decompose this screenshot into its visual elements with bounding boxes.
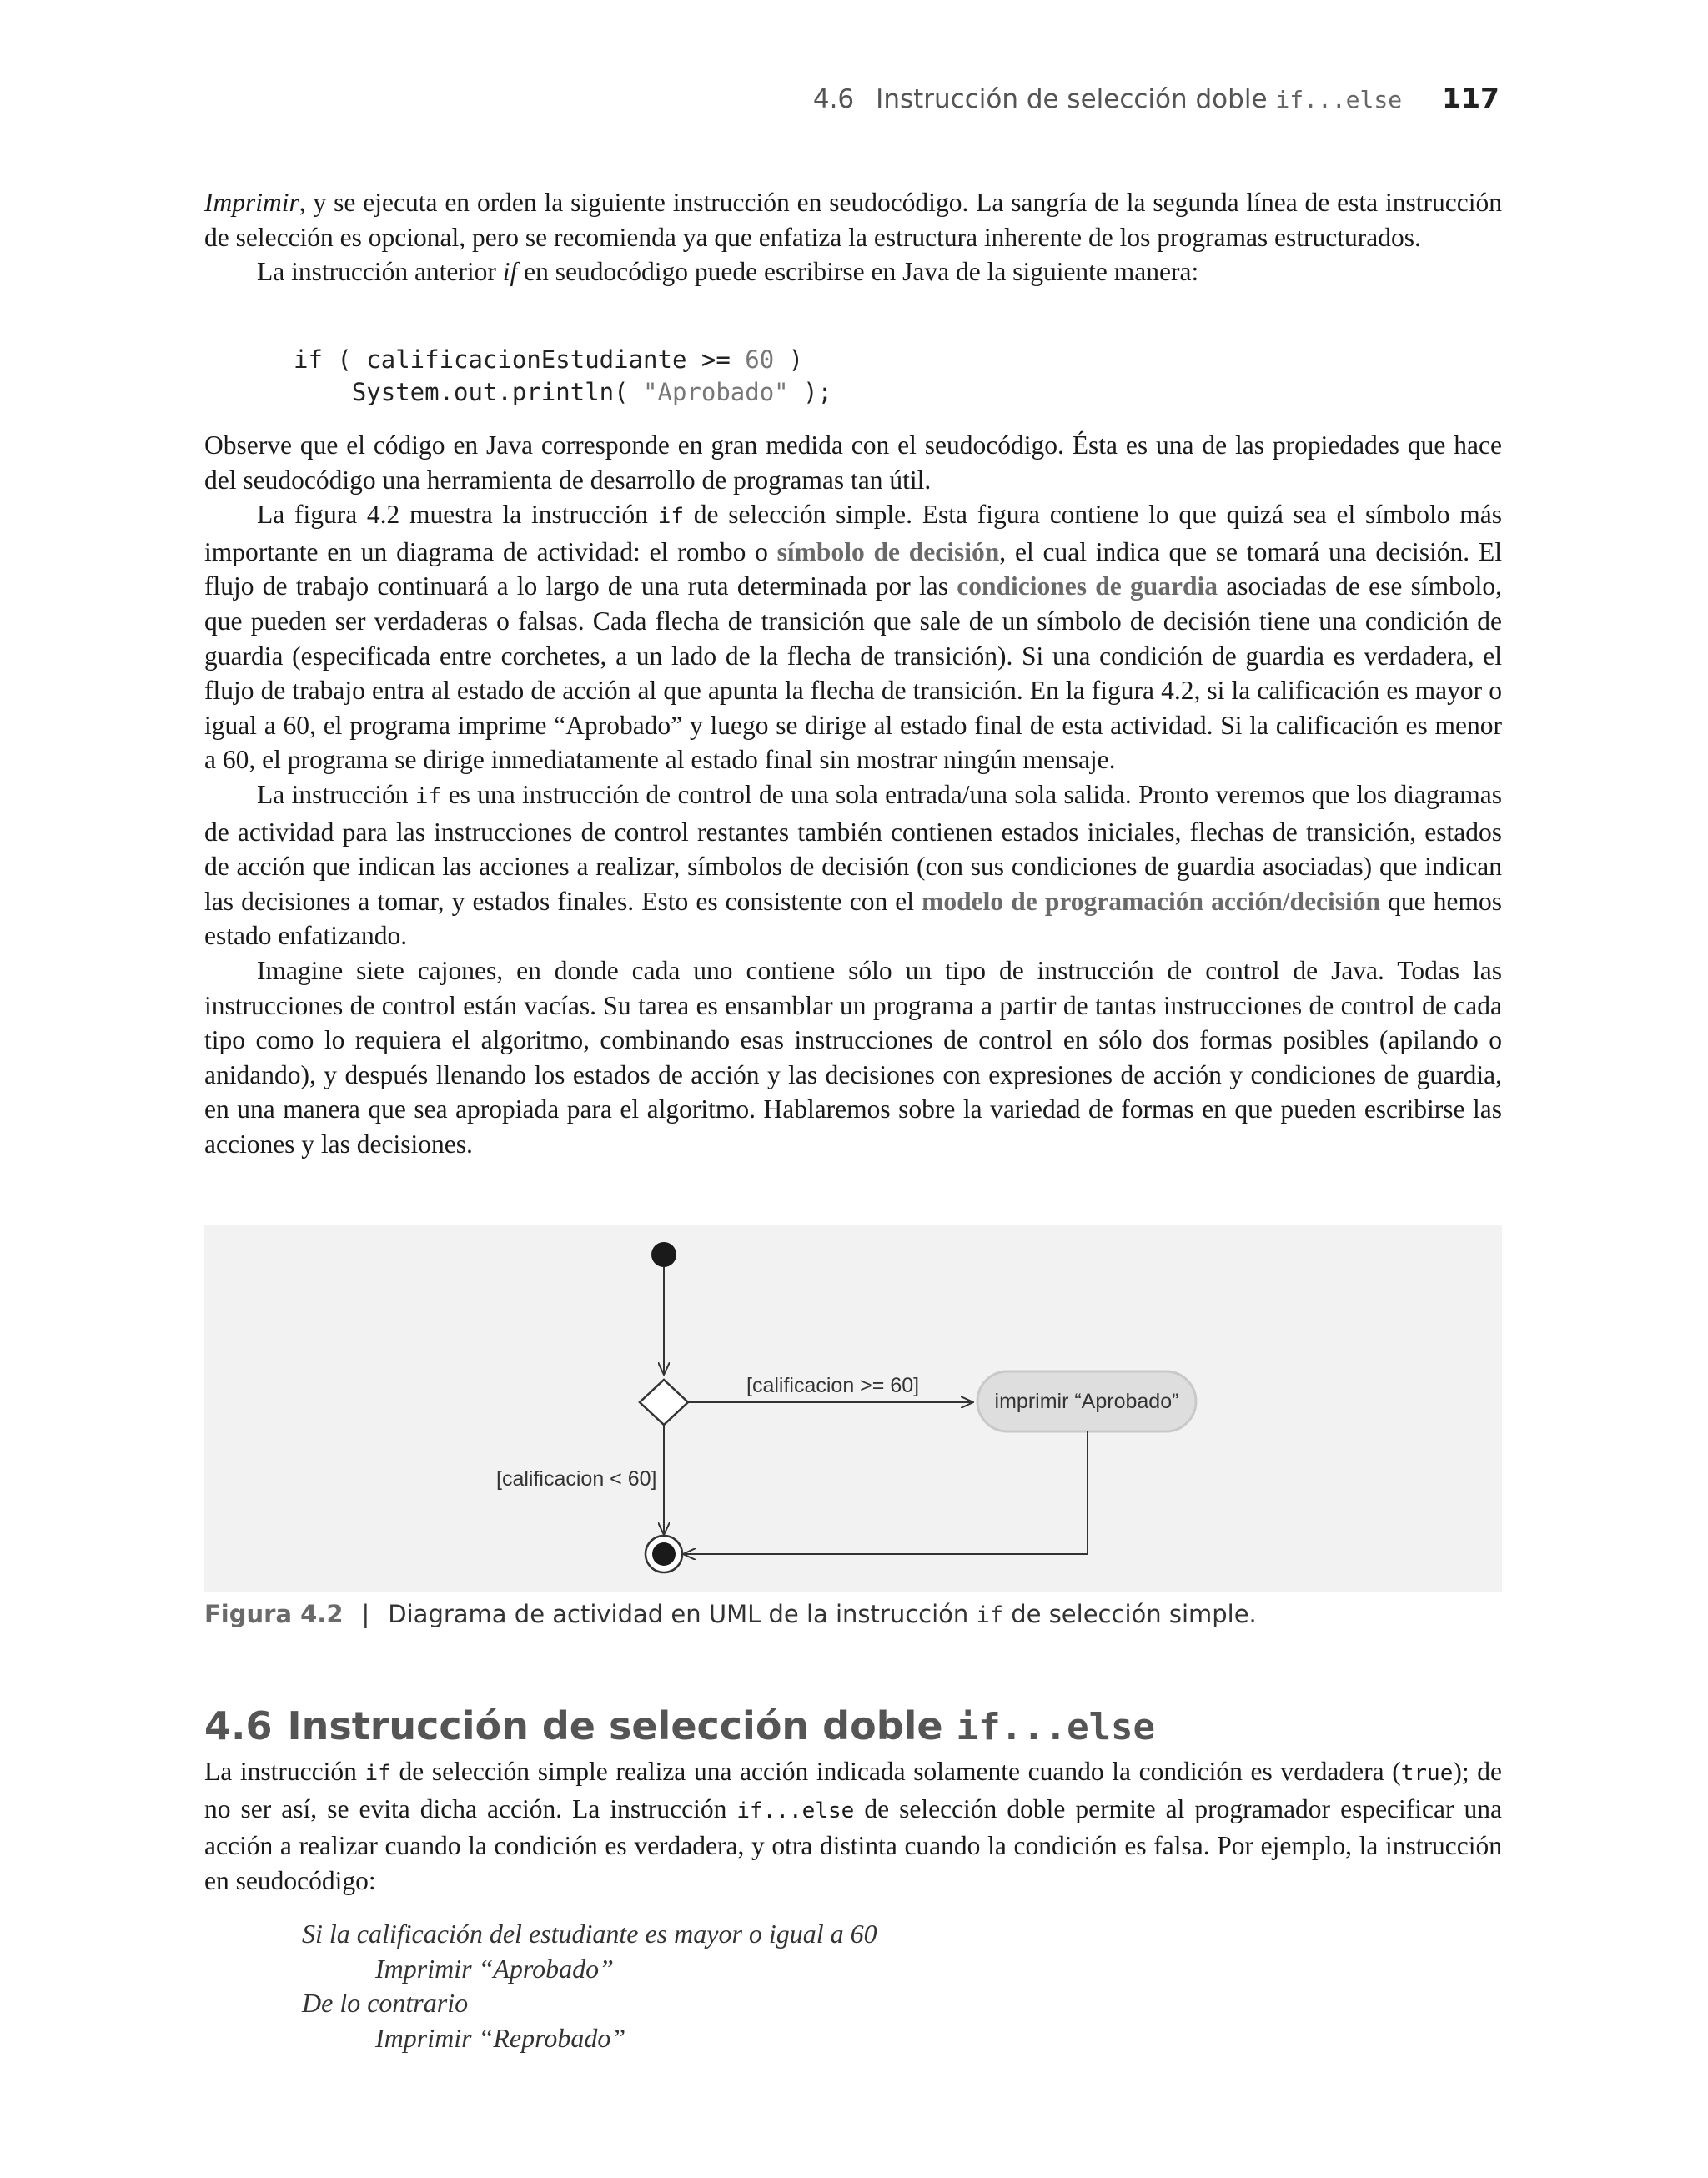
pseudocode-block [302,1917,877,2055]
caption-separator: | [361,1600,370,1628]
pseudo-line: De lo contrario [302,1988,469,2018]
page-number: 117 [1442,82,1500,114]
final-state [652,1542,676,1566]
decision-symbol [640,1380,688,1425]
paragraph-observe: Observe que el código en Java corresponde en gran medida con el seudocódigo. Ésta es una de las propiedades que hace del seudocódigo una herramienta de desarrollo de programas tan útil. [204,430,1502,495]
term-guard-conditions: condiciones de guardia [957,571,1218,601]
pseudo-line: Si la calificación del estudiante es mayor o igual a 60 [302,1919,877,1949]
main-text [204,428,1502,1161]
paragraph-if-else: La instrucción if de selección simple realiza una acción indicada solamente cuando la condición es verdadera (true); de no ser así, se evita dicha acción. La instrucción if...else de selección doble permite al programador especificar una acción a realizar cuando la condición es verdadera, y otra distinta cuando la condición es falsa. Por ejemplo, la instrucción en seudocódigo: [204,1757,1503,1895]
guard-true-label: [calificacion >= 60] [746,1374,920,1397]
code-block: if ( calificacionEstudiante >= 60 ) System.out.println( "Aprobado" ); [294,345,833,406]
running-header [813,82,1500,114]
pseudo-line: Imprimir “Reprobado” [375,2022,626,2053]
paragraph-intro: Imprimir, y se ejecuta en orden la siguiente instrucción en seudocódigo. La sangría de la segunda línea de esta instrucción de selección es opcional, pero se recomienda ya que enfatiza la estructura inherente de los programas estructurados. La instrucción anterior if en seudocódigo puede escribirse en Java de la siguiente manera: [204,185,1502,289]
caption-label: Figura 4.2 [204,1600,344,1628]
paragraph-drawers: Imagine siete cajones, en donde cada uno contiene sólo un tipo de instrucción de control de Java. Todas las instrucciones de control están vacías. Su tarea es ensamblar un programa a partir de tantas instrucciones de control de cada tipo como lo requiera el algoritmo, combinando esas instrucciones de control en sólo dos formas posibles (apilando o anidando), y después llenando los estados de acción y las decisiones con expresiones de acción y condiciones de guardia, en una manera que sea apropiada para el algoritmo. Hablaremos sobre la variedad de formas en que pueden escribirse las acciones y las decisiones. [204,955,1502,1159]
initial-state [651,1242,676,1267]
section-code: if...else [956,1706,1156,1748]
figure-caption: Figura 4.2 | Diagrama de actividad en UML de la instrucción if de selección simple. [204,1600,1257,1628]
paragraph-single-entry: La instrucción if es una instrucción de control de una sola entrada/una sola salida. Pronto veremos que los diagramas de actividad para las instrucciones de control restantes también contienen estados iniciales, flechas de transición, estados de acción que indican las acciones a realizar, símbolos de decisión (con sus condiciones de guardia asociadas) que indican las decisiones a tomar, y estados finales. Esto es consistente con el modelo de programación acción/decisión que hemos estado enfatizando. [204,779,1502,951]
section-title: Instrucción de selección doble [287,1703,957,1748]
header-section-title: Instrucción de selección doble [876,84,1268,114]
term-action-decision-model: modelo de programación acción/decisión [922,886,1381,916]
header-section-number: 4.6 [812,84,855,114]
italic-term: Imprimir [204,188,299,217]
guard-false-label: [calificacion < 60] [496,1467,657,1491]
header-section-code: if...else [1275,86,1403,113]
figure-activity-diagram [204,1225,1502,1592]
section-heading [204,1703,1155,1748]
pseudo-line: Imprimir “Aprobado” [375,1953,614,1984]
activity-diagram-svg [204,1225,1502,1592]
action-state-label: imprimir “Aprobado” [994,1390,1179,1413]
paragraph-if-java: La instrucción anterior if en seudocódigo puede escribirse en Java de la siguiente manera: [257,257,1199,287]
paragraph-figure-explanation: La figura 4.2 muestra la instrucción if de selección simple. Esta figura contiene lo que quizá sea el símbolo más importante en un diagrama de actividad: el rombo o símbolo de decisión, el cual indica que se tomará una decisión. El flujo de trabajo continuará a lo largo de una ruta determinada por las condiciones de guardia asociadas de ese símbolo, que pueden ser verdaderas o falsas. Cada flecha de transición que sale de un símbolo de decisión tiene una condición de guardia (especificada entre corchetes, a un lado de la flecha de transición). Si una condición de guardia es verdadera, el flujo de trabajo entra al estado de acción al que apunta la flecha de transición. En la figura 4.2, si la calificación es mayor o igual a 60, el programa imprime “Aprobado” y luego se dirige al estado final de esta actividad. Si la calificación es menor a 60, el programa se dirige inmediatamente al estado final sin mostrar ningún mensaje. [204,500,1502,775]
section-number: 4.6 [204,1703,273,1748]
term-decision-symbol: símbolo de decisión [776,536,1000,566]
transition-action-to-final [683,1431,1088,1554]
